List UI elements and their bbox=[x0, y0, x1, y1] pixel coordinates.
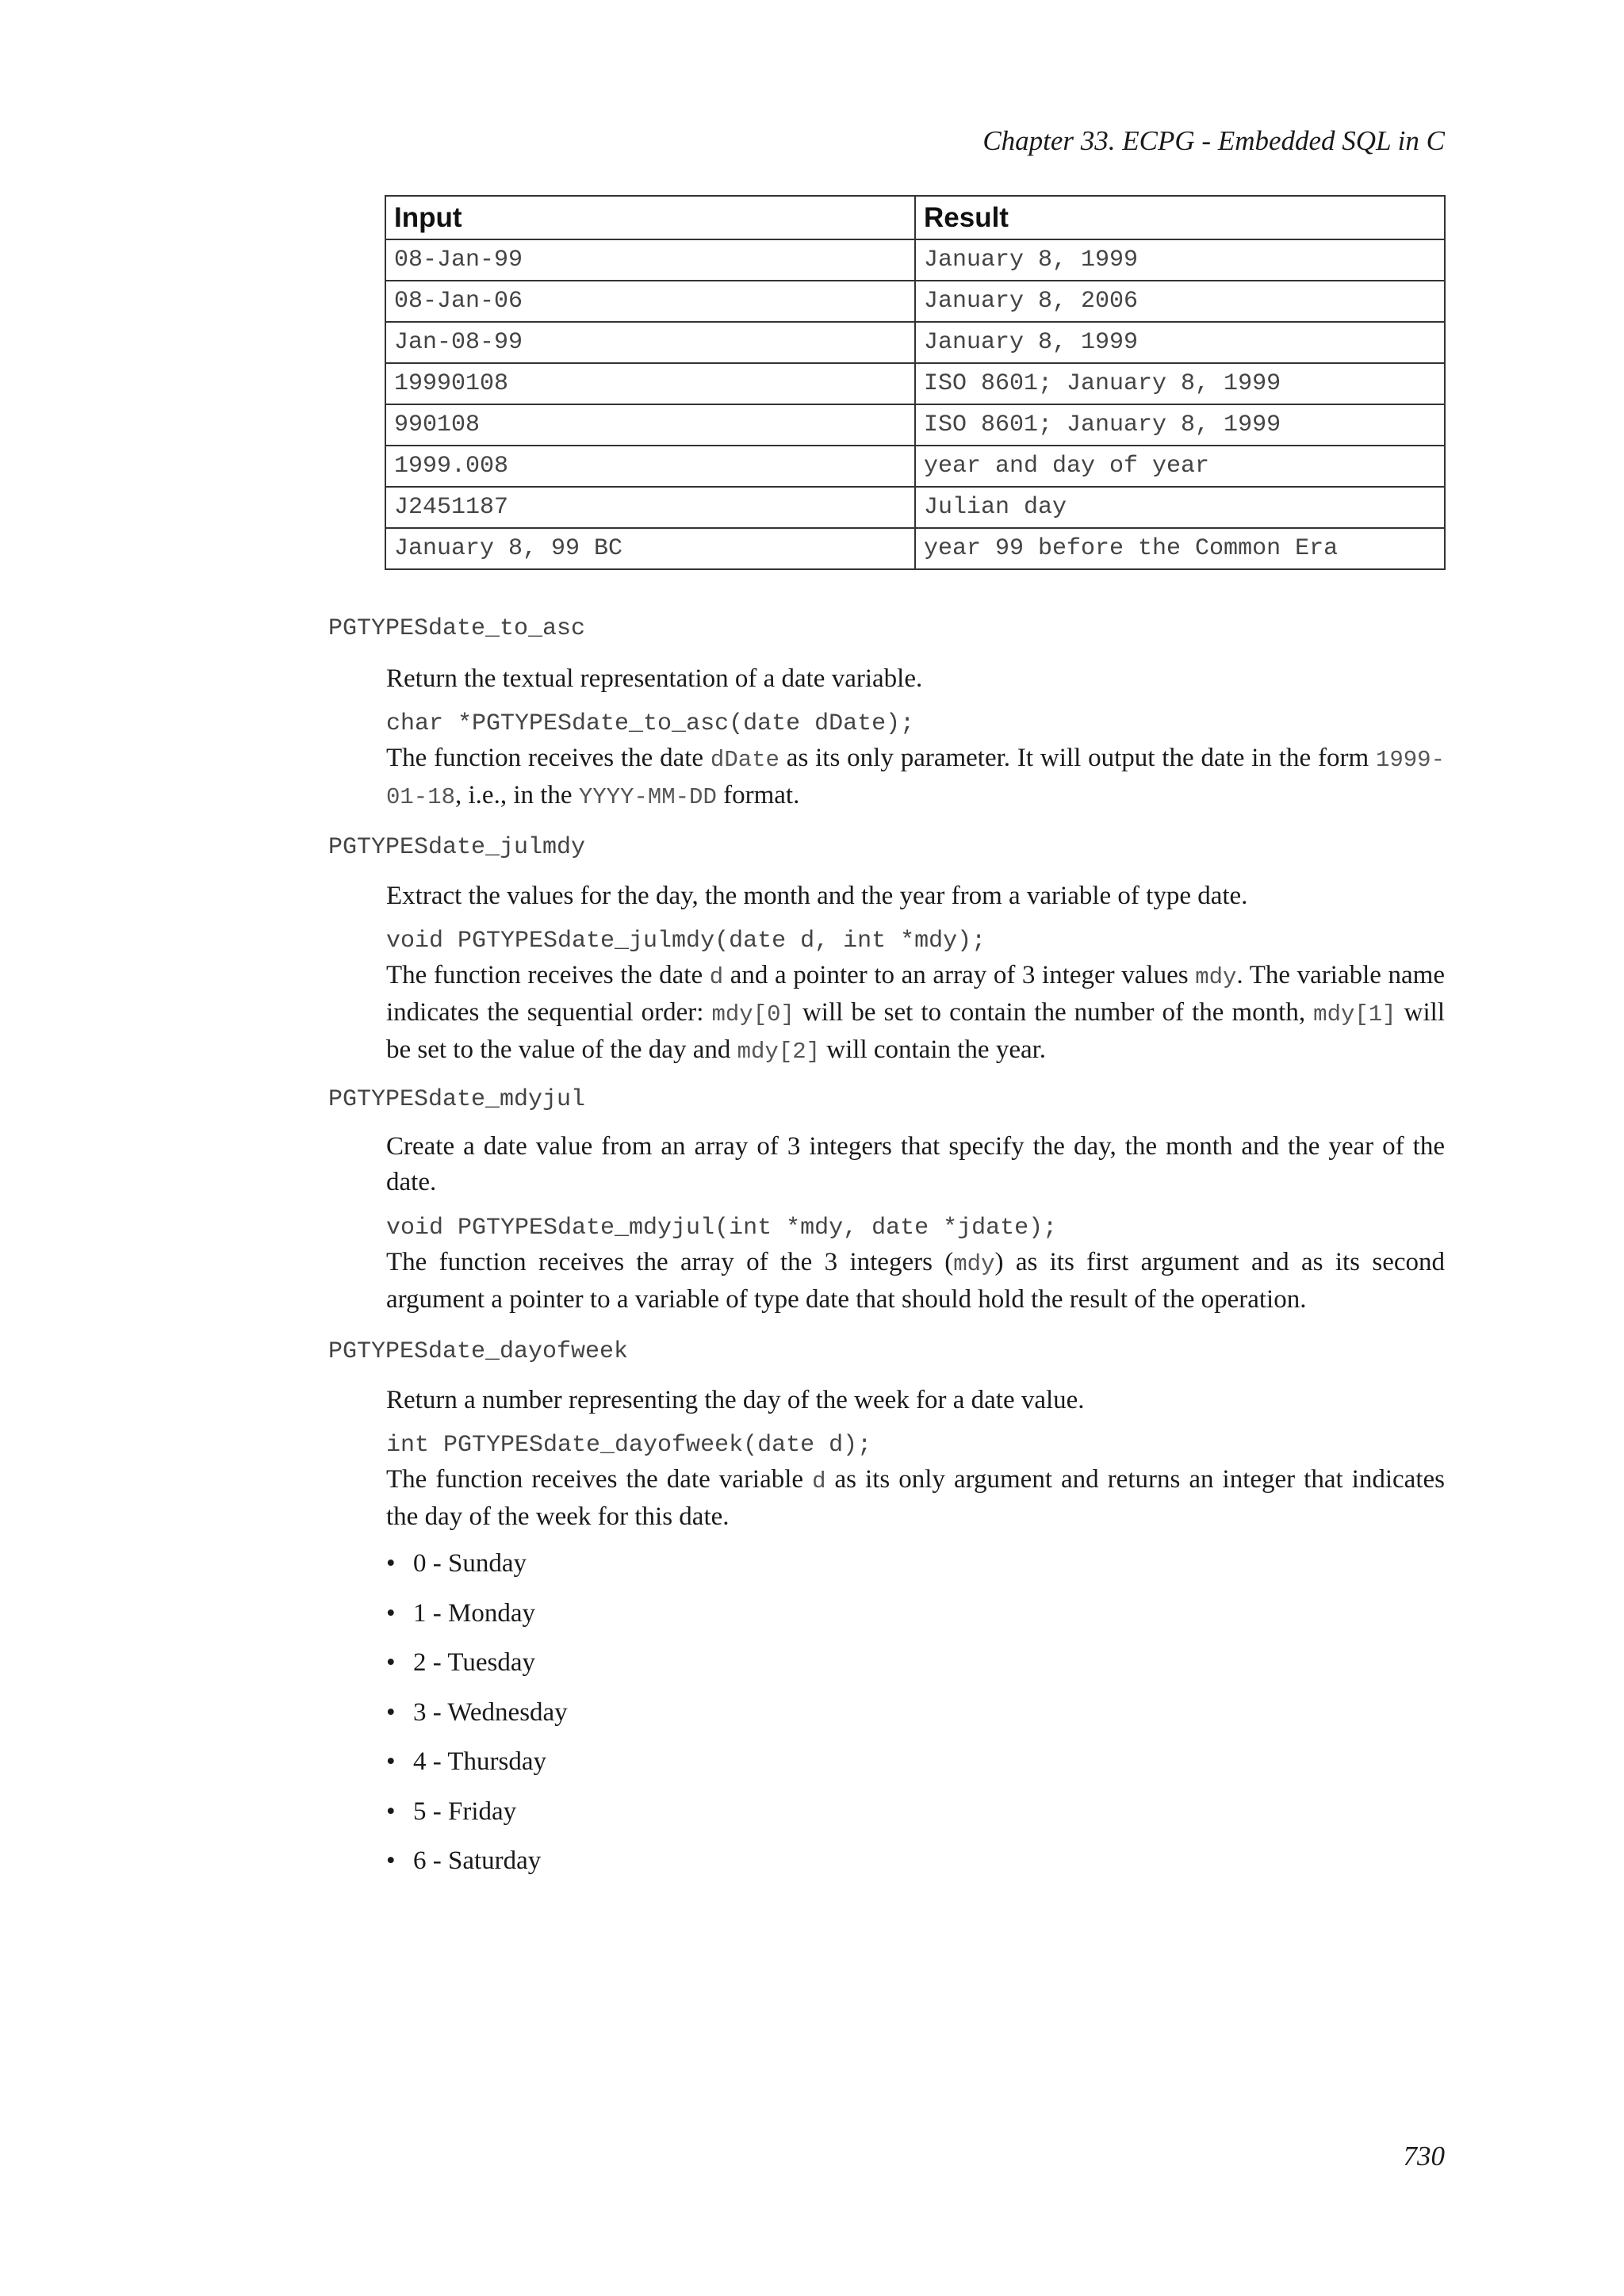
list-item: • 2 - Tuesday bbox=[386, 1645, 568, 1695]
table-row bbox=[385, 446, 1445, 487]
list-item: • 1 - Monday bbox=[386, 1596, 568, 1646]
result-cell: Julian day bbox=[915, 487, 1445, 528]
function-name-date-to-asc: PGTYPESdate_to_asc bbox=[328, 615, 586, 642]
function-signature: void PGTYPESdate_julmdy(date d, int *mdy); bbox=[386, 928, 986, 955]
list-item: • 4 - Thursday bbox=[386, 1744, 568, 1794]
table-row bbox=[385, 322, 1445, 363]
table-row bbox=[385, 281, 1445, 322]
result-cell: January 8, 2006 bbox=[915, 281, 1445, 322]
function-description: Return a number representing the day of the week for a date value. bbox=[386, 1386, 1085, 1414]
function-name-date-julmdy: PGTYPESdate_julmdy bbox=[328, 834, 586, 861]
column-header-input: Input bbox=[385, 196, 915, 239]
inline-code: YYYY-MM-DD bbox=[578, 784, 717, 810]
function-name-date-mdyjul: PGTYPESdate_mdyjul bbox=[328, 1086, 586, 1113]
result-cell: year and day of year bbox=[915, 446, 1445, 487]
inline-code: mdy[2] bbox=[737, 1039, 821, 1065]
function-description: Return the textual representation of a date variable. bbox=[386, 664, 923, 693]
function-details: The function receives the date d and a pointer to an array of 3 integer values mdy. The variable name indicates the sequential order: mdy[0] will be set to contain the number of the month, mdy[1] will be set to the value of the day and mdy[2] will contain the year. bbox=[386, 961, 1446, 1065]
date-input-table bbox=[385, 195, 1446, 570]
chapter-header: Chapter 33. ECPG - Embedded SQL in C bbox=[982, 125, 1445, 156]
bullet-icon: • bbox=[386, 1797, 396, 1826]
input-cell: Jan-08-99 bbox=[385, 322, 915, 363]
input-cell: 08-Jan-06 bbox=[385, 281, 915, 322]
result-cell: year 99 before the Common Era bbox=[915, 528, 1445, 569]
list-item: • 0 - Sunday bbox=[386, 1546, 568, 1596]
input-cell: 08-Jan-99 bbox=[385, 239, 915, 281]
list-item: • 6 - Saturday bbox=[386, 1843, 568, 1893]
function-details: The function receives the date dDate as its only parameter. It will output the date in the form 1999-01-18, i.e., in the YYYY-MM-DD format. bbox=[386, 744, 1445, 810]
bullet-icon: • bbox=[386, 1846, 396, 1875]
input-cell: J2451187 bbox=[385, 487, 915, 528]
table-row bbox=[385, 528, 1445, 569]
input-cell: January 8, 99 BC bbox=[385, 528, 915, 569]
input-cell: 1999.008 bbox=[385, 446, 915, 487]
function-description: Extract the values for the day, the month and the year from a variable of type date. bbox=[386, 882, 1248, 910]
bullet-icon: • bbox=[386, 1747, 396, 1776]
bullet-icon: • bbox=[386, 1697, 396, 1727]
table-row bbox=[385, 363, 1445, 404]
function-signature: int PGTYPESdate_dayofweek(date d); bbox=[386, 1432, 872, 1459]
list-item: • 3 - Wednesday bbox=[386, 1695, 568, 1745]
inline-code: mdy bbox=[1195, 964, 1237, 990]
bullet-icon: • bbox=[386, 1648, 396, 1677]
function-name-date-dayofweek: PGTYPESdate_dayofweek bbox=[328, 1338, 629, 1365]
inline-code: d bbox=[709, 964, 724, 990]
result-cell: January 8, 1999 bbox=[915, 322, 1445, 363]
function-details: The function receives the date variable d as its only argument and returns an integer that indicates the day of the week for this date. bbox=[386, 1465, 1445, 1531]
inline-code: d bbox=[812, 1468, 826, 1494]
column-header-result: Result bbox=[915, 196, 1445, 239]
function-description: Create a date value from an array of 3 integers that specify the day, the month and the year of the date. bbox=[386, 1132, 1445, 1196]
inline-code: mdy[1] bbox=[1313, 1001, 1396, 1027]
function-signature: void PGTYPESdate_mdyjul(int *mdy, date *jdate); bbox=[386, 1215, 1058, 1242]
input-cell: 990108 bbox=[385, 404, 915, 446]
inline-code: 1999-01-18 bbox=[386, 747, 1445, 810]
inline-code: dDate bbox=[710, 747, 779, 773]
result-cell: ISO 8601; January 8, 1999 bbox=[915, 404, 1445, 446]
page-number: 730 bbox=[1403, 2141, 1445, 2172]
table-row bbox=[385, 487, 1445, 528]
function-details: The function receives the array of the 3 integers (mdy) as its first argument and as its second argument a pointer to a variable of type date that should hold the result of the operation. bbox=[386, 1248, 1445, 1314]
table-header-row bbox=[385, 196, 1445, 239]
bullet-icon: • bbox=[386, 1598, 396, 1628]
inline-code: mdy bbox=[953, 1251, 995, 1277]
table-row bbox=[385, 239, 1445, 281]
table-row bbox=[385, 404, 1445, 446]
inline-code: mdy[0] bbox=[711, 1001, 795, 1027]
day-of-week-list bbox=[386, 1546, 568, 1893]
list-item: • 5 - Friday bbox=[386, 1794, 568, 1844]
input-cell: 19990108 bbox=[385, 363, 915, 404]
bullet-icon: • bbox=[386, 1549, 396, 1578]
function-signature: char *PGTYPESdate_to_asc(date dDate); bbox=[386, 710, 915, 737]
result-cell: ISO 8601; January 8, 1999 bbox=[915, 363, 1445, 404]
result-cell: January 8, 1999 bbox=[915, 239, 1445, 281]
